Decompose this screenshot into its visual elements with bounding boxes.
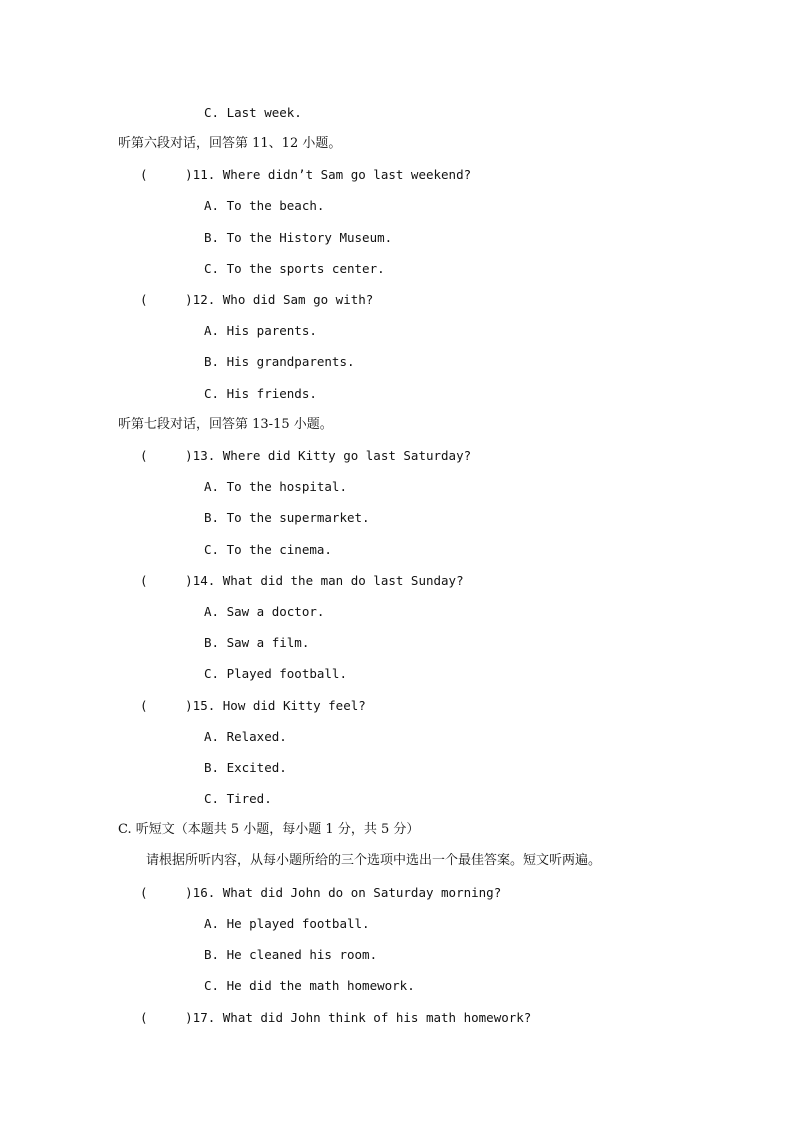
option-12c: C. His friends. [204,386,317,401]
option-16a: A. He played football. [204,916,370,931]
question-14: ( )14. What did the man do last Sunday? [140,573,464,588]
option-11c: C. To the sports center. [204,261,385,276]
option-11a: A. To the beach. [204,198,325,213]
option-10c: C. Last week. [204,105,302,120]
option-16b: B. He cleaned his room. [204,947,378,962]
option-13b: B. To the supermarket. [204,510,370,525]
question-11: ( )11. Where didn’t Sam go last weekend? [140,167,472,182]
question-15: ( )15. How did Kitty feel? [140,698,366,713]
option-15a: A. Relaxed. [204,729,287,744]
option-13a: A. To the hospital. [204,479,347,494]
option-14a: A. Saw a doctor. [204,604,325,619]
section-heading-c: C. 听短文（本题共 5 小题，每小题 1 分，共 5 分） [118,822,420,837]
option-13c: C. To the cinema. [204,542,332,557]
section-instructions: 请根据所听内容，从每小题所给的三个选项中选出一个最佳答案。短文听两遍。 [146,853,602,868]
question-16: ( )16. What did John do on Saturday morning? [140,885,502,900]
option-12b: B. His grandparents. [204,354,355,369]
question-12: ( )12. Who did Sam go with? [140,292,374,307]
section-heading-6: 听第六段对话，回答第 11、12 小题。 [118,136,342,151]
section-heading-7: 听第七段对话，回答第 13-15 小题。 [118,417,333,432]
option-11b: B. To the History Museum. [204,230,393,245]
option-14b: B. Saw a film. [204,635,310,650]
question-13: ( )13. Where did Kitty go last Saturday? [140,448,472,463]
option-12a: A. His parents. [204,323,317,338]
option-16c: C. He did the math homework. [204,978,415,993]
option-15b: B. Excited. [204,760,287,775]
question-17: ( )17. What did John think of his math homework? [140,1010,532,1025]
option-15c: C. Tired. [204,791,272,806]
option-14c: C. Played football. [204,666,347,681]
